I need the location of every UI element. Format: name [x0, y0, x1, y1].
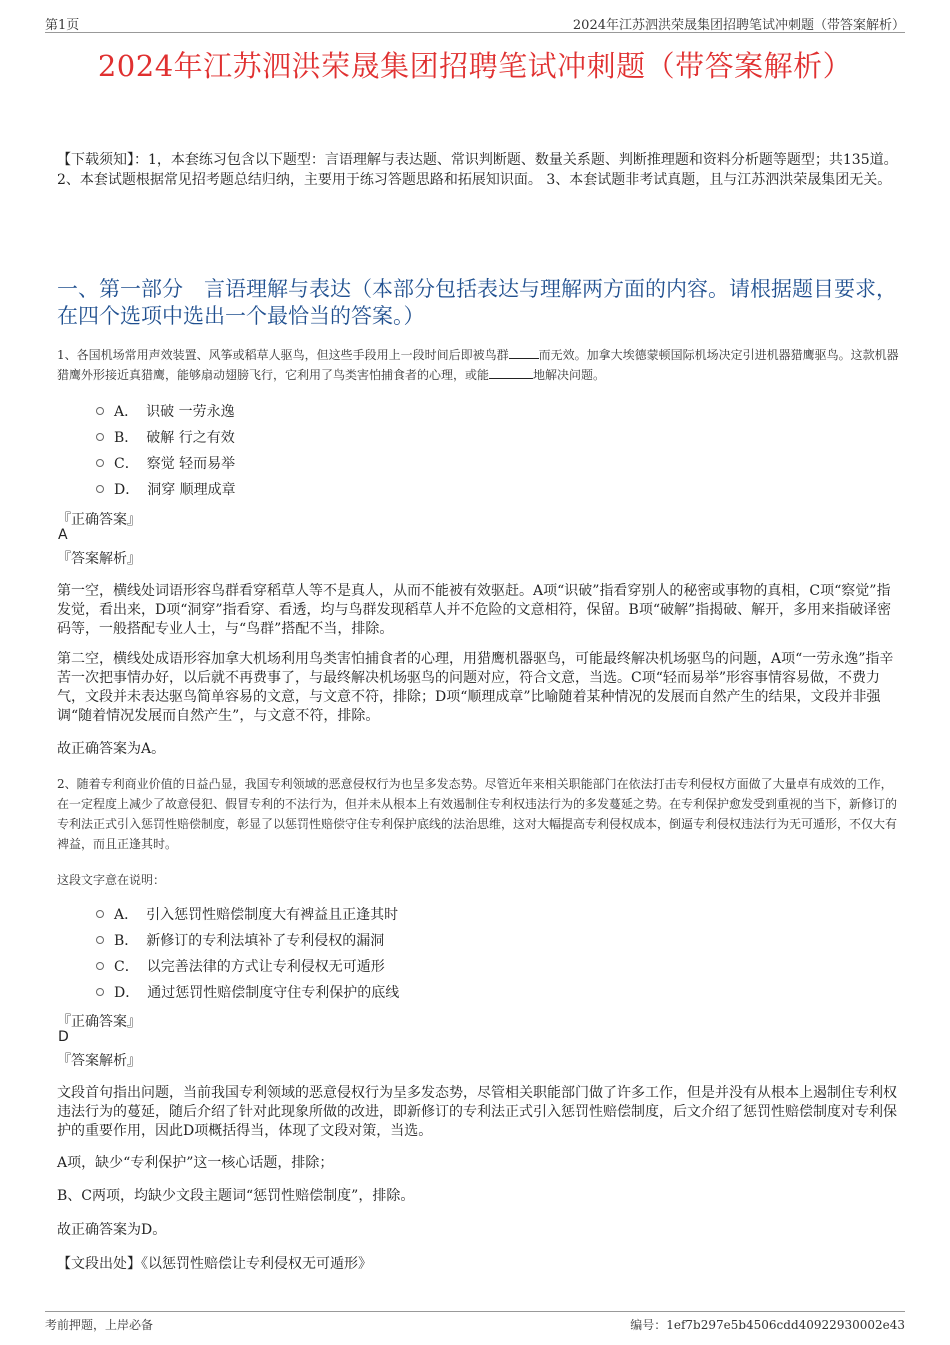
question-2-options [96, 901, 399, 1005]
question-1-options [96, 398, 236, 502]
question-2-analysis-paragraph-2: A项，缺少“专利保护”这一核心话题，排除； [57, 1155, 334, 1171]
radio-icon[interactable] [96, 407, 104, 415]
question-1-correct-answer: A [58, 527, 68, 543]
page-footer [45, 1311, 905, 1336]
question-1-analysis-paragraph-1: 第一空，横线处词语形容鸟群看穿稻草人等不是真人，从而不能被有效驱赶。A项“识破”指看穿别人的秘密或事物的真相，C项“察觉”指发觉，看出来，D项“洞穿”指看穿、看透，均与鸟群发现稻草人并不危险的文意相符，保留。B项“破解”指揭破、解开，多用来指破译密码等，一般搭配专业人士，与“鸟群”搭配不当，排除。 [57, 583, 892, 637]
question-2-analysis-paragraph-1: 文段首句指出问题，当前我国专利领域的恶意侵权行为呈多发态势，尽管相关职能部门做了许多工作，但是并没有从根本上遏制住专利权违法行为的蔓延，随后介绍了针对此现象所做的改进，即新修订的专利法正式引入惩罚性赔偿制度，后文介绍了惩罚性赔偿制度对专利保护的重要作用，因此D项概括得当，体现了文段对策，当选。 [57, 1085, 897, 1139]
question-1-analysis-label: 『答案解析』 [57, 551, 141, 567]
question-2-analysis-label: 『答案解析』 [57, 1053, 141, 1069]
question-1-option-c[interactable]: C． 察觉 轻而易举 [96, 450, 236, 476]
question-1-text-part-b: 而无效。加拿大埃德蒙顿国际机场决定引进机器猎鹰驱鸟。这款机器猎鹰外形接近真猎鹰，能够扇动翅膀飞行，它利用了鸟类害怕捕食者的心理，或能 [57, 348, 899, 382]
question-1-text [57, 345, 900, 385]
radio-icon[interactable] [96, 433, 104, 441]
question-1-blank-1 [509, 345, 539, 359]
radio-icon[interactable] [96, 459, 104, 467]
radio-icon[interactable] [96, 485, 104, 493]
question-2-option-c[interactable]: C． 以完善法律的方式让专利侵权无可遁形 [96, 953, 399, 979]
question-1-analysis-paragraph-2: 第二空，横线处成语形容加拿大机场利用鸟类害怕捕食者的心理，用猎鹰机器驱鸟，可能最终解决机场驱鸟的问题，A项“一劳永逸”指辛苦一次把事情办好，以后就不再费事了，与最终解决机场驱鸟的问题对应，符合文意，当选。C项“轻而易举”形容事情容易做，不费力气，文段并未表达驱鸟简单容易的文意，与文意不符，排除；D项“顺理成章”比喻随着某种情况的发展而自然产生的结果，文段并非强调“随着情况发展而自然产生”，与文意不符，排除。 [57, 651, 894, 724]
question-2-correct-label: 『正确答案』 [57, 1014, 141, 1030]
question-1-blank-2 [489, 365, 533, 379]
header-doc-title: 2024年江苏泗洪荣晟集团招聘笔试冲刺题（带答案解析） [572, 18, 905, 33]
page-number: 第1页 [45, 18, 80, 33]
question-2-option-a[interactable]: A． 引入惩罚性赔偿制度大有裨益且正逢其时 [96, 901, 399, 927]
question-2-correct-answer: D [58, 1029, 69, 1045]
footer-doc-id: 编号：1ef7b297e5b4506cdd40922930002e43 [630, 1318, 905, 1332]
radio-icon[interactable] [96, 962, 104, 970]
download-notice: 【下载须知】：1，本套练习包含以下题型：言语理解与表达题、常识判断题、数量关系题、判断推理题和资料分析题等题型；共135道。 2、本套试题根据常见招考题总结归纳，主要用于练习答题思路和拓展知识面。 3、本套试题非考试真题，且与江苏泗洪荣晟集团无关。 [57, 152, 898, 188]
question-2-option-d[interactable]: D． 通过惩罚性赔偿制度守住专利保护的底线 [96, 979, 399, 1005]
question-2-analysis-paragraph-3: B、C两项，均缺少文段主题词“惩罚性赔偿制度”，排除。 [57, 1188, 415, 1204]
question-2-source: 【文段出处】《以惩罚性赔偿让专利侵权无可遁形》 [57, 1256, 372, 1272]
question-1-text-part-c: 地解决问题。 [533, 368, 606, 382]
question-2-analysis-conclusion: 故正确答案为D。 [57, 1222, 167, 1238]
question-1-option-d[interactable]: D． 洞穿 顺理成章 [96, 476, 236, 502]
question-1-analysis-conclusion: 故正确答案为A。 [57, 741, 166, 757]
question-2-prompt: 这段文字意在说明： [57, 873, 166, 887]
document-title: 2024年江苏泗洪荣晟集团招聘笔试冲刺题（带答案解析） [97, 49, 853, 83]
footer-slogan: 考前押题，上岸必备 [45, 1318, 154, 1332]
question-1-correct-label: 『正确答案』 [57, 512, 141, 528]
question-1-option-b[interactable]: B． 破解 行之有效 [96, 424, 236, 450]
question-1-option-a[interactable]: A． 识破 一劳永逸 [96, 398, 236, 424]
radio-icon[interactable] [96, 988, 104, 996]
question-1-text-part-a: 1、各国机场常用声效装置、风筝或稻草人驱鸟，但这些手段用上一段时间后即被鸟群 [57, 348, 509, 362]
radio-icon[interactable] [96, 910, 104, 918]
radio-icon[interactable] [96, 936, 104, 944]
section-heading: 一、第一部分 言语理解与表达（本部分包括表达与理解两方面的内容。请根据题目要求，在四个选项中选出一个最恰当的答案。） [57, 277, 897, 328]
question-2-option-b[interactable]: B． 新修订的专利法填补了专利侵权的漏洞 [96, 927, 399, 953]
page-header [45, 12, 905, 33]
question-2-text: 2、随着专利商业价值的日益凸显，我国专利领域的恶意侵权行为也呈多发态势。尽管近年来相关职能部门在依法打击专利侵权方面做了大量卓有成效的工作，在一定程度上减少了故意侵犯、假冒专利的不法行为，但并未从根本上有效遏制住专利权违法行为的多发蔓延之势。在专利保护愈发受到重视的当下，新修订的专利法正式引入惩罚性赔偿制度，彰显了以惩罚性赔偿守住专利保护底线的法治思维，这对大幅提高专利侵权成本，倒逼专利侵权违法行为无可遁形，不仅大有裨益，而且正逢其时。 [57, 777, 898, 851]
